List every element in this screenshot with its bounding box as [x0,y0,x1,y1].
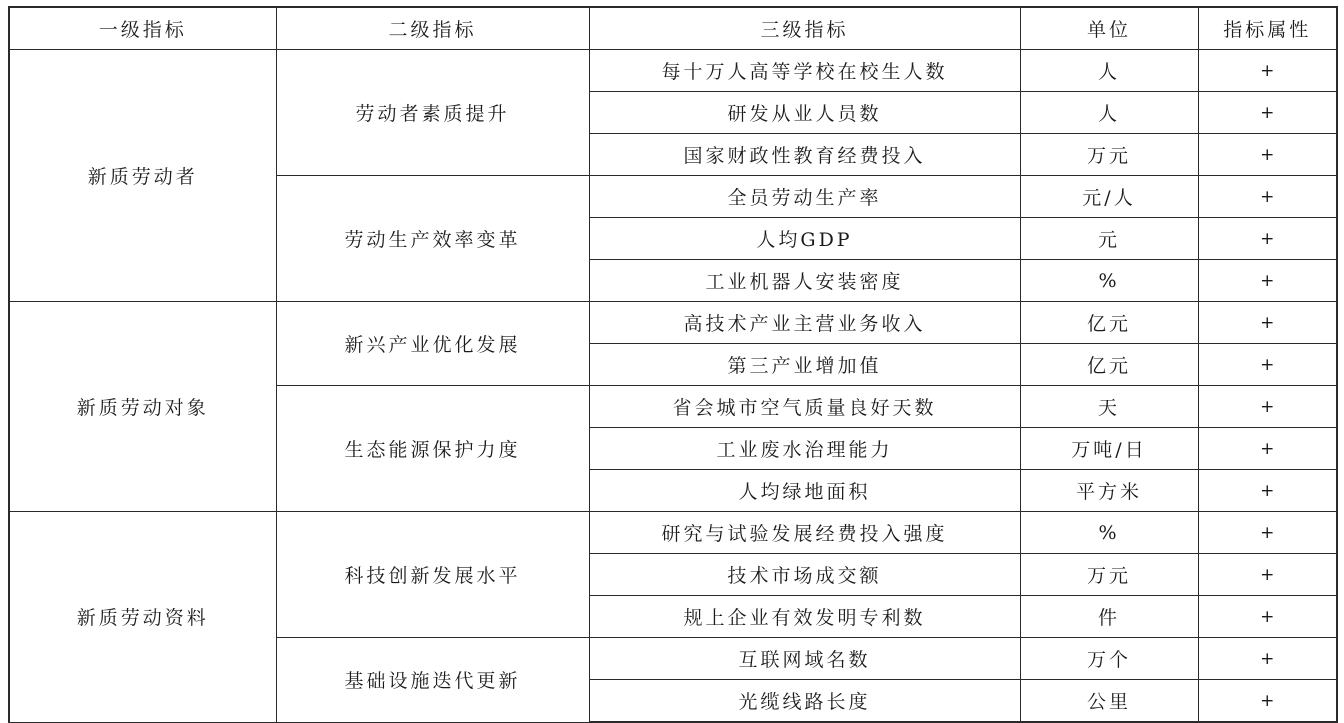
attribute-cell: + [1198,428,1337,470]
level3-indicator-cell: 工业废水治理能力 [589,428,1020,470]
level3-indicator-cell: 工业机器人安装密度 [589,260,1020,302]
attribute-cell: + [1198,218,1337,260]
level3-indicator-cell: 研究与试验发展经费投入强度 [589,512,1020,554]
level2-indicator-cell: 基础设施迭代更新 [276,638,589,723]
indicator-table [8,6,1338,723]
unit-cell: 万元 [1020,554,1198,596]
level2-indicator-cell: 科技创新发展水平 [276,512,589,638]
table-row [9,512,1337,554]
attribute-cell: + [1198,134,1337,176]
level3-indicator-cell: 国家财政性教育经费投入 [589,134,1020,176]
table-body [9,50,1337,723]
level3-indicator-cell: 研发从业人员数 [589,92,1020,134]
unit-cell: 元 [1020,218,1198,260]
attribute-cell: + [1198,596,1337,638]
level2-indicator-cell: 生态能源保护力度 [276,386,589,512]
level1-indicator-cell: 新质劳动资料 [9,512,276,723]
table-row [9,50,1337,92]
level3-indicator-cell: 第三产业增加值 [589,344,1020,386]
header-unit: 单位 [1020,7,1198,50]
level3-indicator-cell: 人均GDP [589,218,1020,260]
level2-indicator-cell: 劳动者素质提升 [276,50,589,176]
level2-indicator-cell: 新兴产业优化发展 [276,302,589,386]
header-attribute: 指标属性 [1198,7,1337,50]
attribute-cell: + [1198,344,1337,386]
table-header [9,7,1337,50]
header-level3: 三级指标 [589,7,1020,50]
level2-indicator-cell: 劳动生产效率变革 [276,176,589,302]
unit-cell: 公里 [1020,680,1198,723]
level3-indicator-cell: 全员劳动生产率 [589,176,1020,218]
unit-cell: 万吨/日 [1020,428,1198,470]
unit-cell: % [1020,260,1198,302]
unit-cell: % [1020,512,1198,554]
unit-cell: 人 [1020,50,1198,92]
attribute-cell: + [1198,50,1337,92]
unit-cell: 万个 [1020,638,1198,680]
unit-cell: 天 [1020,386,1198,428]
unit-cell: 人 [1020,92,1198,134]
attribute-cell: + [1198,92,1337,134]
attribute-cell: + [1198,386,1337,428]
attribute-cell: + [1198,260,1337,302]
unit-cell: 万元 [1020,134,1198,176]
level3-indicator-cell: 省会城市空气质量良好天数 [589,386,1020,428]
unit-cell: 件 [1020,596,1198,638]
attribute-cell: + [1198,554,1337,596]
header-level2: 二级指标 [276,7,589,50]
unit-cell: 平方米 [1020,470,1198,512]
level3-indicator-cell: 人均绿地面积 [589,470,1020,512]
level1-indicator-cell: 新质劳动者 [9,50,276,302]
unit-cell: 亿元 [1020,302,1198,344]
attribute-cell: + [1198,638,1337,680]
unit-cell: 亿元 [1020,344,1198,386]
level1-indicator-cell: 新质劳动对象 [9,302,276,512]
level3-indicator-cell: 每十万人高等学校在校生人数 [589,50,1020,92]
level3-indicator-cell: 规上企业有效发明专利数 [589,596,1020,638]
table-row [9,302,1337,344]
level3-indicator-cell: 技术市场成交额 [589,554,1020,596]
attribute-cell: + [1198,512,1337,554]
attribute-cell: + [1198,470,1337,512]
attribute-cell: + [1198,680,1337,723]
level3-indicator-cell: 高技术产业主营业务收入 [589,302,1020,344]
level3-indicator-cell: 互联网域名数 [589,638,1020,680]
attribute-cell: + [1198,302,1337,344]
level3-indicator-cell: 光缆线路长度 [589,680,1020,723]
header-row [9,7,1337,50]
attribute-cell: + [1198,176,1337,218]
header-level1: 一级指标 [9,7,276,50]
unit-cell: 元/人 [1020,176,1198,218]
